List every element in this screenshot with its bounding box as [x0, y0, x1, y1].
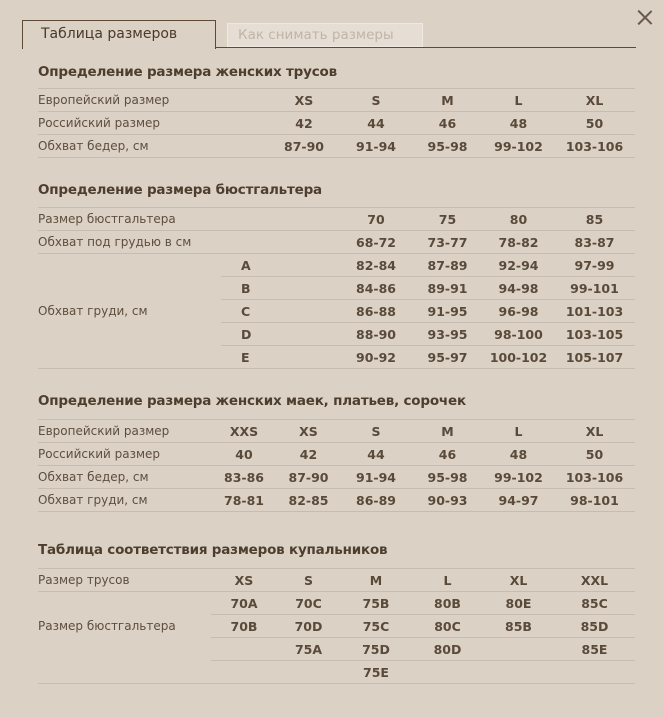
table-cell: 101-103: [554, 300, 635, 323]
table-cell: L: [483, 89, 554, 112]
table-cell: 48: [483, 112, 554, 135]
cup-label: E: [221, 346, 340, 369]
cup-label: C: [221, 300, 340, 323]
table-cell: 91-94: [340, 135, 412, 158]
table-cell: [483, 638, 554, 661]
table-cell: 78-82: [483, 231, 554, 254]
table-cell: 75A: [277, 638, 340, 661]
table-cell: 85: [554, 208, 635, 231]
row-label: Российский размер: [38, 112, 268, 135]
row-label: Размер бюстгальтера: [38, 208, 340, 231]
row-label: Размер бюстгальтера: [38, 592, 211, 661]
table-cell: 88-90: [340, 323, 412, 346]
table-row: [38, 592, 635, 615]
table-cell: 94-98: [483, 277, 554, 300]
table-cell: 99-102: [483, 466, 554, 489]
table-cell: 44: [340, 112, 412, 135]
table-cell: 85C: [554, 592, 635, 615]
table-cell: 80C: [412, 615, 483, 638]
table-cell: 99-102: [483, 135, 554, 158]
table-row: [38, 112, 635, 135]
bra-table: [38, 207, 635, 369]
table-row: [38, 466, 635, 489]
table-row: [38, 661, 635, 684]
table-cell: 80B: [412, 592, 483, 615]
table-cell: 44: [340, 443, 412, 466]
table-cell: S: [340, 420, 412, 443]
row-label: Размер трусов: [38, 569, 211, 592]
table-cell: 48: [483, 443, 554, 466]
table-cell: 98-100: [483, 323, 554, 346]
table-row: [38, 254, 635, 277]
table-cell: 46: [412, 112, 483, 135]
table-cell: 90-93: [412, 489, 483, 512]
table-cell: [412, 661, 483, 684]
table-row: [38, 420, 635, 443]
table-cell: XL: [483, 569, 554, 592]
table-cell: 103-106: [554, 135, 635, 158]
table-cell: 82-84: [340, 254, 412, 277]
table-cell: XS: [277, 420, 340, 443]
row-label: Обхват груди, см: [38, 254, 221, 369]
table-cell: M: [412, 420, 483, 443]
row-label: Обхват бедер, см: [38, 466, 211, 489]
table-cell: XS: [268, 89, 340, 112]
table-cell: 99-101: [554, 277, 635, 300]
table-cell: 50: [554, 443, 635, 466]
table-row: [38, 135, 635, 158]
table-cell: 83-86: [211, 466, 277, 489]
close-icon[interactable]: [636, 8, 654, 26]
tops-table: [38, 419, 635, 512]
table-cell: 73-77: [412, 231, 483, 254]
table-cell: 94-97: [483, 489, 554, 512]
table-cell: 87-90: [277, 466, 340, 489]
table-cell: 103-105: [554, 323, 635, 346]
table-cell: S: [340, 89, 412, 112]
table-cell: 80: [483, 208, 554, 231]
table-cell: 42: [268, 112, 340, 135]
table-cell: 75B: [340, 592, 412, 615]
table-cell: 93-95: [412, 323, 483, 346]
table-cell: 80D: [412, 638, 483, 661]
table-cell: 98-101: [554, 489, 635, 512]
table-cell: 50: [554, 112, 635, 135]
table-cell: 40: [211, 443, 277, 466]
table-cell: XL: [554, 89, 635, 112]
table-cell: L: [483, 420, 554, 443]
tops-title: Определение размера женских маек, платьев, сорочек: [38, 393, 466, 409]
row-label-empty: [38, 661, 211, 684]
table-cell: 82-85: [277, 489, 340, 512]
table-row: [38, 443, 635, 466]
table-cell: 75E: [340, 661, 412, 684]
row-label: Европейский размер: [38, 420, 211, 443]
table-cell: [211, 661, 277, 684]
table-cell: 70C: [277, 592, 340, 615]
table-cell: 85B: [483, 615, 554, 638]
table-cell: S: [277, 569, 340, 592]
table-cell: 85D: [554, 615, 635, 638]
table-cell: XS: [211, 569, 277, 592]
row-label: Обхват груди, см: [38, 489, 211, 512]
table-cell: 91-94: [340, 466, 412, 489]
table-cell: 100-102: [483, 346, 554, 369]
table-cell: 75D: [340, 638, 412, 661]
row-label: Обхват под грудью в см: [38, 231, 340, 254]
tab-bar: [22, 20, 636, 48]
row-label: Обхват бедер, см: [38, 135, 268, 158]
table-cell: 70D: [277, 615, 340, 638]
table-cell: 86-89: [340, 489, 412, 512]
table-row: [38, 208, 635, 231]
table-cell: M: [412, 89, 483, 112]
table-cell: 68-72: [340, 231, 412, 254]
table-cell: 96-98: [483, 300, 554, 323]
table-cell: 95-98: [412, 135, 483, 158]
table-cell: 105-107: [554, 346, 635, 369]
table-cell: 91-95: [412, 300, 483, 323]
cup-label: B: [221, 277, 340, 300]
table-row: [38, 569, 635, 592]
table-cell: 42: [277, 443, 340, 466]
table-cell: XL: [554, 420, 635, 443]
table-cell: 70: [340, 208, 412, 231]
row-label: Европейский размер: [38, 89, 268, 112]
table-cell: [554, 661, 635, 684]
table-cell: 83-87: [554, 231, 635, 254]
row-label: Российский размер: [38, 443, 211, 466]
panties-table: [38, 88, 635, 158]
table-cell: L: [412, 569, 483, 592]
table-row: [38, 489, 635, 512]
swim-table: [38, 568, 635, 684]
table-cell: 97-99: [554, 254, 635, 277]
table-cell: 95-98: [412, 466, 483, 489]
table-row: [38, 89, 635, 112]
table-cell: 46: [412, 443, 483, 466]
table-cell: 80E: [483, 592, 554, 615]
table-cell: 89-91: [412, 277, 483, 300]
table-cell: 87-90: [268, 135, 340, 158]
table-cell: 90-92: [340, 346, 412, 369]
bra-title: Определение размера бюстгальтера: [38, 182, 322, 198]
cup-label: D: [221, 323, 340, 346]
table-row: [38, 231, 635, 254]
table-cell: 85E: [554, 638, 635, 661]
panties-title: Определение размера женских трусов: [38, 64, 337, 80]
table-cell: 87-89: [412, 254, 483, 277]
table-cell: 75: [412, 208, 483, 231]
table-cell: XXS: [211, 420, 277, 443]
tab-size-table[interactable]: Таблица размеров: [22, 20, 216, 49]
cup-label: A: [221, 254, 340, 277]
table-cell: 86-88: [340, 300, 412, 323]
table-cell: 70B: [211, 615, 277, 638]
table-cell: 70A: [211, 592, 277, 615]
table-cell: 84-86: [340, 277, 412, 300]
table-cell: [211, 638, 277, 661]
table-cell: [483, 661, 554, 684]
table-cell: 78-81: [211, 489, 277, 512]
table-cell: M: [340, 569, 412, 592]
table-cell: 95-97: [412, 346, 483, 369]
table-cell: 92-94: [483, 254, 554, 277]
table-cell: 103-106: [554, 466, 635, 489]
table-cell: 75C: [340, 615, 412, 638]
table-cell: [277, 661, 340, 684]
tab-how-to-measure[interactable]: Как снимать размеры: [227, 23, 423, 47]
table-cell: XXL: [554, 569, 635, 592]
swim-title: Таблица соответствия размеров купальников: [38, 542, 388, 558]
